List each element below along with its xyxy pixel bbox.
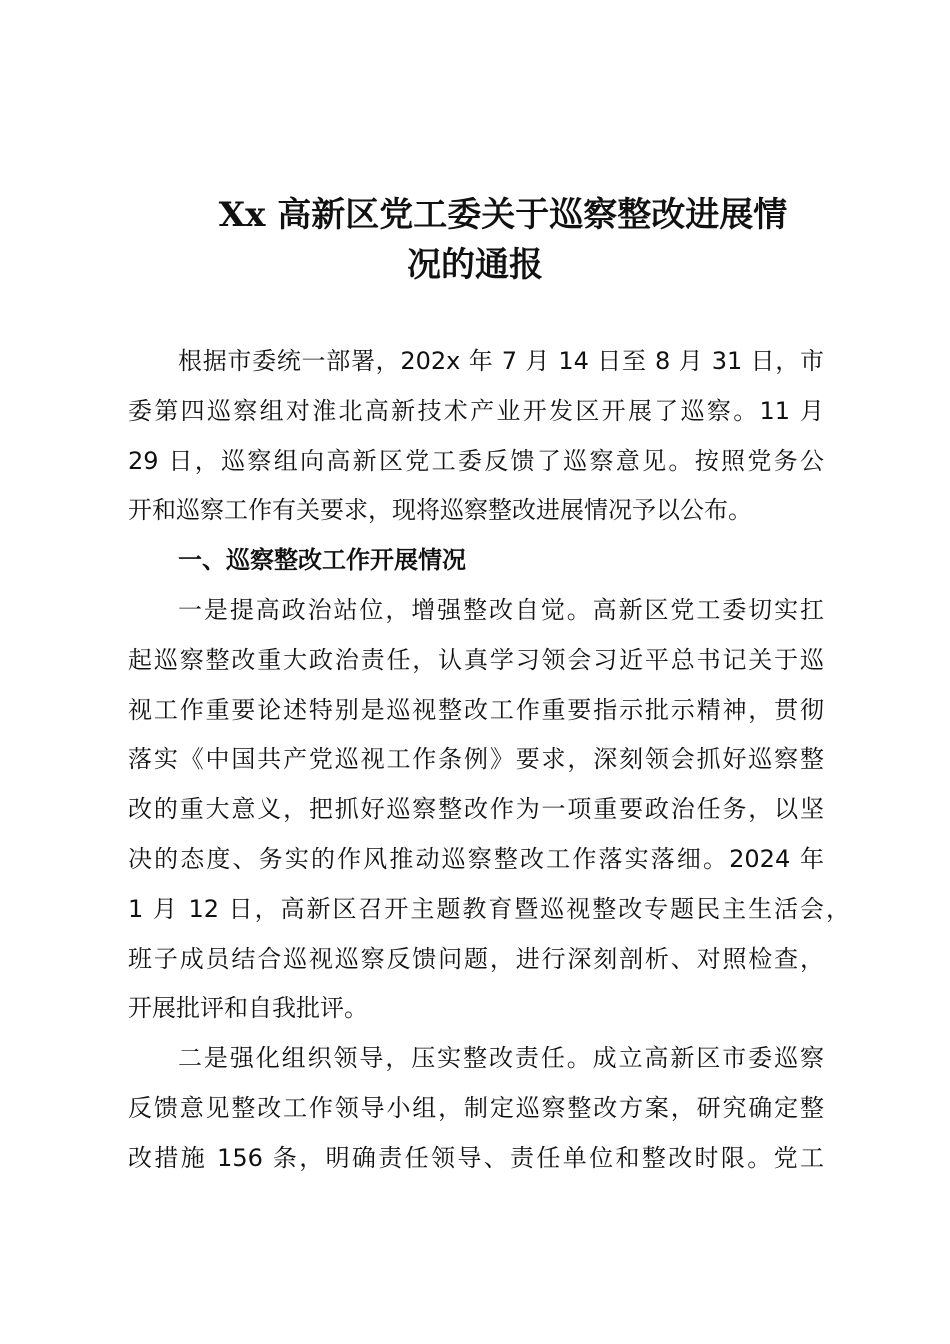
text-line: 29 日，巡察组向高新区党工委反馈了巡察意见。按照党务公 <box>128 446 824 475</box>
text-line: 起巡察整改重大政治责任，认真学习领会习近平总书记关于巡 <box>128 645 824 674</box>
document-title-line-2: 况的通报 <box>407 245 543 285</box>
text-line: 委第四巡察组对淮北高新技术产业开发区开展了巡察。11 月 <box>128 396 824 425</box>
text-line: 改措施 156 条，明确责任领导、责任单位和整改时限。党工 <box>128 1143 824 1172</box>
section-heading: 一、巡察整改工作开展情况 <box>178 546 466 575</box>
text-line: 一是提高政治站位，增强整改自觉。高新区党工委切实扛 <box>178 595 824 624</box>
text-line: 开展批评和自我批评。 <box>128 994 368 1023</box>
text-line: 落实《中国共产党巡视工作条例》要求，深刻领会抓好巡察整 <box>128 745 824 774</box>
text-line: 改的重大意义，把抓好巡察整改作为一项重要政治任务，以坚 <box>128 795 824 824</box>
text-line: 开和巡察工作有关要求，现将巡察整改进展情况予以公布。 <box>128 496 752 525</box>
text-line: 视工作重要论述特别是巡视整改工作重要指示批示精神，贯彻 <box>128 695 824 724</box>
text-line: 根据市委统一部署，202x 年 7 月 14 日至 8 月 31 日，市 <box>178 347 824 375</box>
text-line: 决的态度、务实的作风推动巡察整改工作落实落细。2024 年 <box>128 844 824 873</box>
text-line: 二是强化组织领导，压实整改责任。成立高新区市委巡察 <box>178 1044 824 1073</box>
text-line: 1 月 12 日，高新区召开主题教育暨巡视整改专题民主生活会， <box>128 894 850 923</box>
document-title-line-1: Xx 高新区党工委关于巡察整改进展情 <box>218 195 788 235</box>
text-line: 班子成员结合巡视巡察反馈问题，进行深刻剖析、对照检查， <box>128 944 824 973</box>
text-line: 反馈意见整改工作领导小组，制定巡察整改方案，研究确定整 <box>128 1093 824 1122</box>
document-body <box>128 337 850 1184</box>
